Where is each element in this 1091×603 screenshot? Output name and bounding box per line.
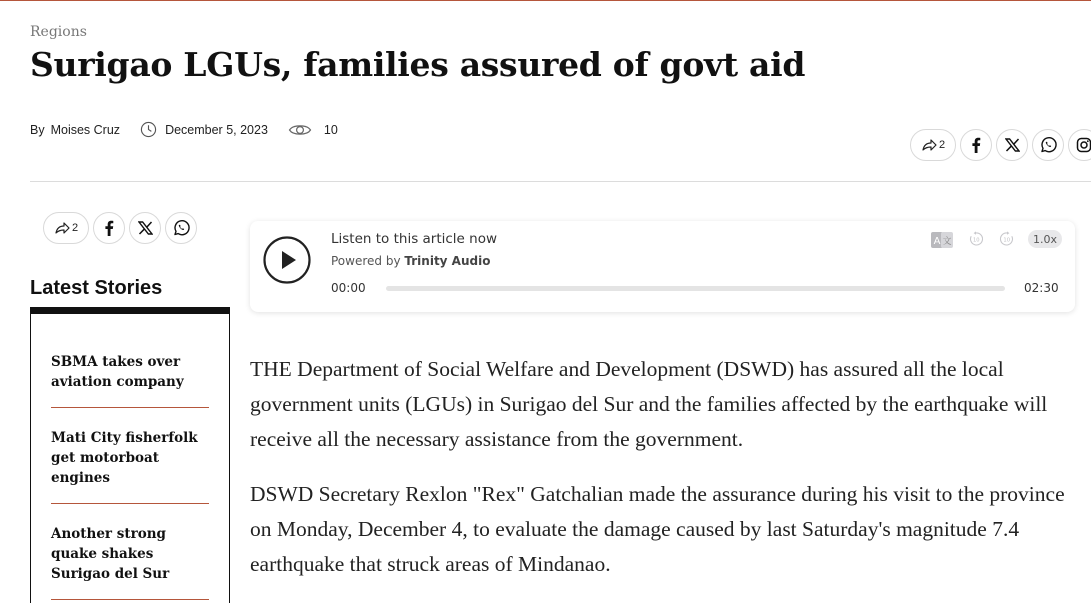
story-divider — [51, 599, 209, 600]
author-link[interactable]: Moises Cruz — [50, 122, 121, 137]
article-paragraph: THE Department of Social Welfare and Development (DSWD) has assured all the local government units (LGUs) in Surigao del Sur and the families affected by the earthquake will receive all the necessary assistance from the government. — [250, 357, 1048, 451]
share-count: 2 — [938, 139, 946, 151]
facebook-share-button[interactable] — [960, 129, 992, 161]
x-icon — [138, 221, 153, 235]
publish-date: December 5, 2023 — [165, 122, 268, 137]
svg-text:10: 10 — [972, 237, 980, 244]
x-share-button[interactable] — [996, 129, 1028, 161]
latest-story-link[interactable]: Another strong quake shakes Surigao del Sur — [51, 526, 170, 582]
share-bar-top — [910, 129, 1091, 161]
rewind-10-icon[interactable] — [968, 231, 984, 247]
powered-prefix: Powered by — [331, 254, 401, 268]
play-button[interactable] — [263, 236, 311, 284]
whatsapp-icon — [172, 219, 190, 237]
progress-bar[interactable] — [386, 286, 1005, 291]
powered-by — [331, 254, 490, 268]
view-count: 10 — [323, 122, 338, 137]
facebook-icon — [104, 220, 114, 236]
current-time: 00:00 — [331, 281, 366, 295]
article-paragraph: DSWD Secretary Rexlon "Rex" Gatchalian made the assurance during his visit to the province on Monday, December 4, to evaluate the damage caused by last Saturday's magnitude 7.4 earthquake that struck areas of Mindanao. — [250, 482, 1065, 576]
latest-stories-list — [30, 307, 230, 603]
article-meta — [30, 121, 338, 138]
playback-speed-button[interactable]: 1.0x — [1028, 230, 1062, 248]
latest-stories-heading: Latest Stories — [30, 277, 163, 299]
whatsapp-icon — [1039, 136, 1057, 154]
facebook-share-button[interactable] — [93, 212, 125, 244]
latest-story-link[interactable]: Mati City fisherfolk get motorboat engines — [51, 430, 198, 486]
article-title: Surigao LGUs, families assured of govt aid — [30, 45, 806, 84]
instagram-share-button[interactable] — [1068, 129, 1091, 161]
share-button[interactable] — [910, 129, 956, 161]
latest-story-link[interactable]: SBMA takes over aviation company — [51, 354, 184, 390]
story-divider — [51, 503, 209, 504]
whatsapp-share-button[interactable] — [165, 212, 197, 244]
trinity-audio-link[interactable]: Trinity Audio — [404, 254, 491, 268]
audio-player — [250, 221, 1075, 312]
story-divider — [51, 407, 209, 408]
listen-label: Listen to this article now — [331, 231, 498, 247]
category-link[interactable]: Regions — [30, 24, 87, 40]
facebook-icon — [971, 137, 981, 153]
translate-icon[interactable] — [931, 232, 953, 248]
share-icon — [921, 138, 937, 152]
svg-text:A: A — [933, 236, 941, 247]
clock-icon — [140, 121, 157, 138]
forward-10-icon[interactable] — [999, 231, 1015, 247]
by-label: By — [30, 122, 45, 137]
share-icon — [54, 221, 70, 235]
share-bar-side — [43, 212, 197, 244]
x-share-button[interactable] — [129, 212, 161, 244]
instagram-icon — [1076, 137, 1091, 153]
svg-text:10: 10 — [1003, 237, 1011, 244]
share-button[interactable] — [43, 212, 89, 244]
x-icon — [1005, 138, 1020, 152]
whatsapp-share-button[interactable] — [1032, 129, 1064, 161]
views-icon — [288, 122, 312, 138]
share-count: 2 — [71, 222, 79, 234]
top-accent-line — [0, 0, 1091, 1]
meta-divider — [30, 181, 1091, 182]
svg-text:文: 文 — [942, 237, 952, 247]
duration: 02:30 — [1024, 281, 1059, 295]
